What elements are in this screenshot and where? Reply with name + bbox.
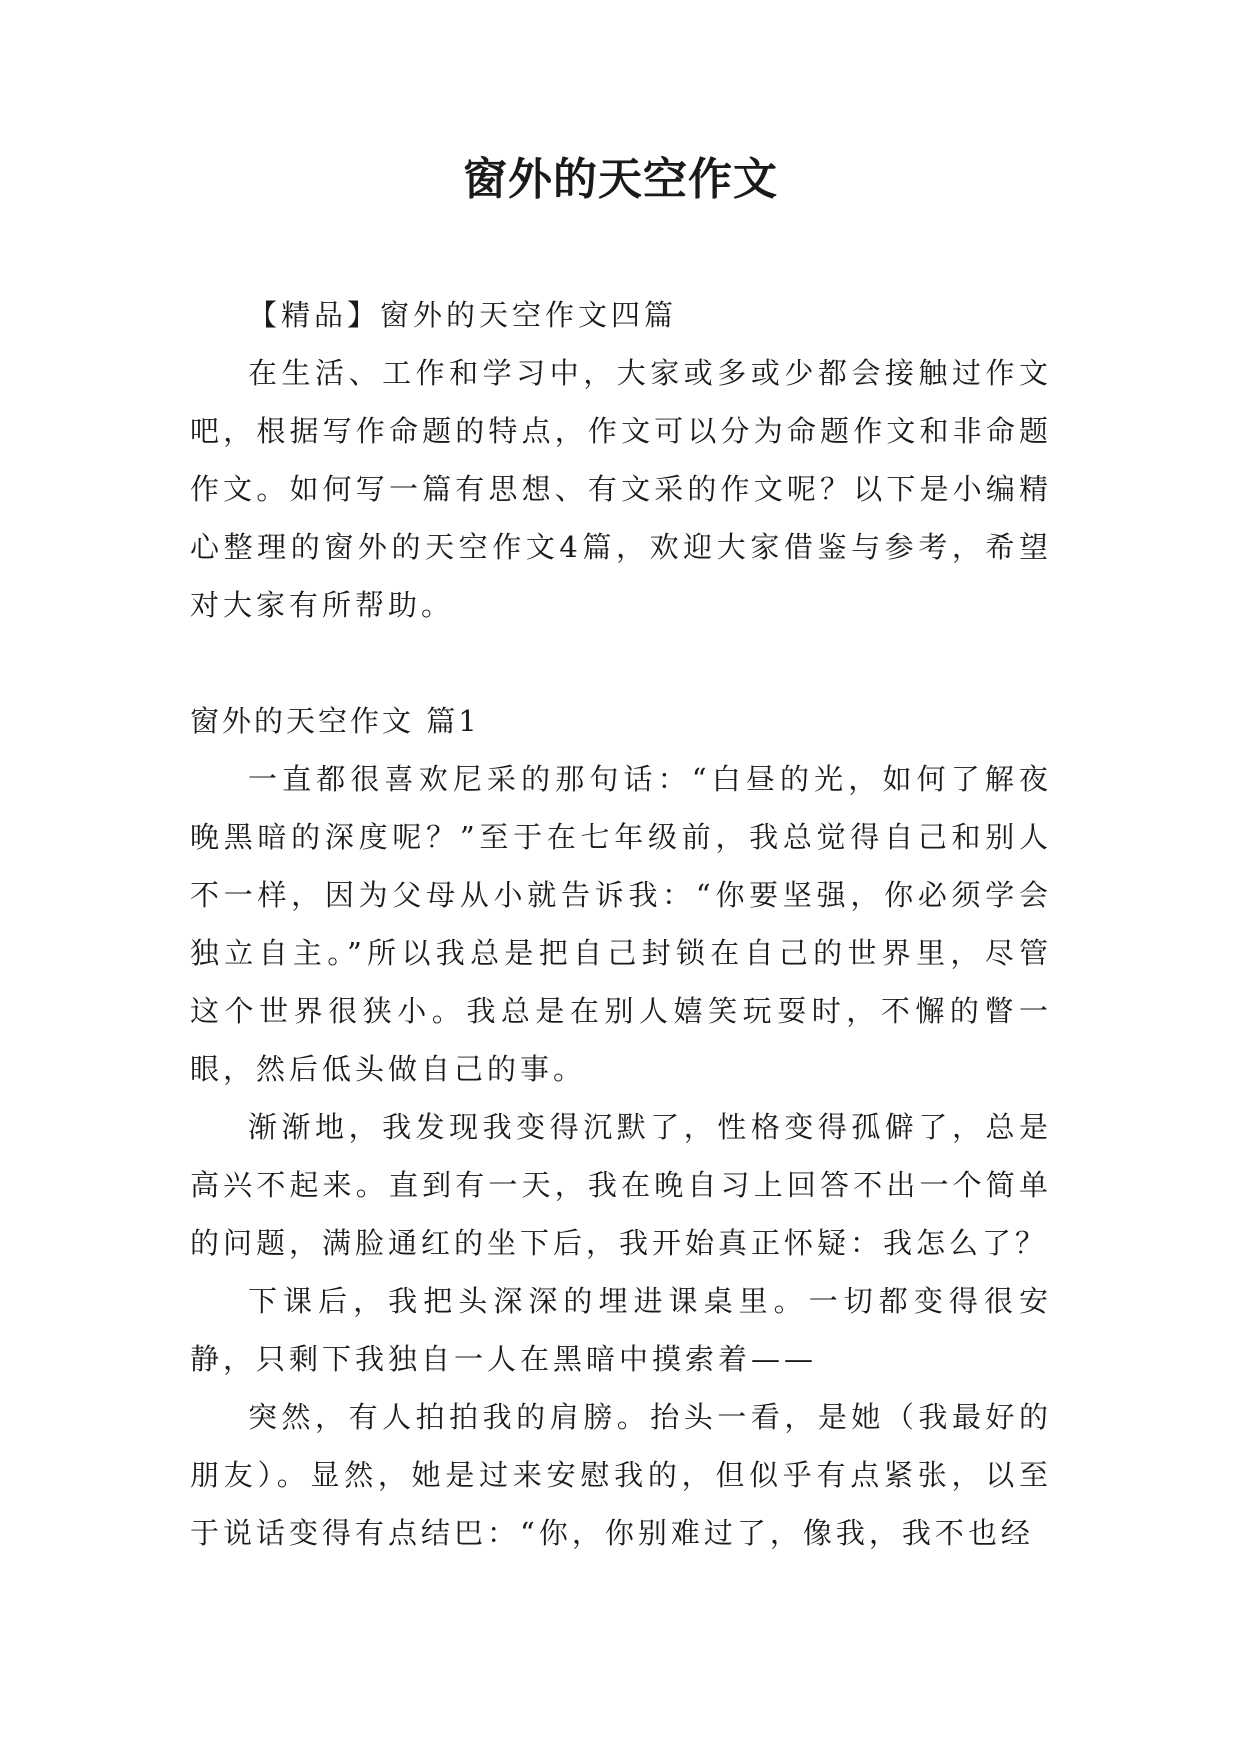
document-body [190,286,1052,1562]
document-title: 窗外的天空作文 [463,154,778,205]
section-spacer [190,634,1052,692]
body-paragraph: 突然，有人拍拍我的肩膀。抬头一看，是她（我最好的朋友）。显然，她是过来安慰我的，但似乎有点紧张，以至于说话变得有点结巴：“你，你别难过了，像我，我不也经 [190,1400,1052,1550]
body-paragraph: 渐渐地，我发现我变得沉默了，性格变得孤僻了，总是高兴不起来。直到有一天，我在晚自习上回答不出一个简单的问题，满脸通红的坐下后，我开始真正怀疑：我怎么了？ [190,1110,1052,1260]
document-subtitle: 【精品】窗外的天空作文四篇 [248,298,678,332]
intro-paragraph: 在生活、工作和学习中，大家或多或少都会接触过作文吧，根据写作命题的特点，作文可以分为命题作文和非命题作文。如何写一篇有思想、有文采的作文呢？以下是小编精心整理的窗外的天空作文4篇，欢迎大家借鉴与参考，希望对大家有所帮助。 [190,356,1052,622]
body-paragraph: 下课后，我把头深深的埋进课桌里。一切都变得很安静，只剩下我独自一人在黑暗中摸索着—— [190,1284,1052,1376]
section-heading: 窗外的天空作文 篇1 [190,704,480,738]
body-paragraph: 一直都很喜欢尼采的那句话：“白昼的光，如何了解夜晚黑暗的深度呢？”至于在七年级前，我总觉得自己和别人不一样，因为父母从小就告诉我：“你要坚强，你必须学会独立自主。”所以我总是把自己封锁在自己的世界里，尽管这个世界很狭小。我总是在别人嬉笑玩耍时，不懈的瞥一眼，然后低头做自己的事。 [190,762,1052,1086]
